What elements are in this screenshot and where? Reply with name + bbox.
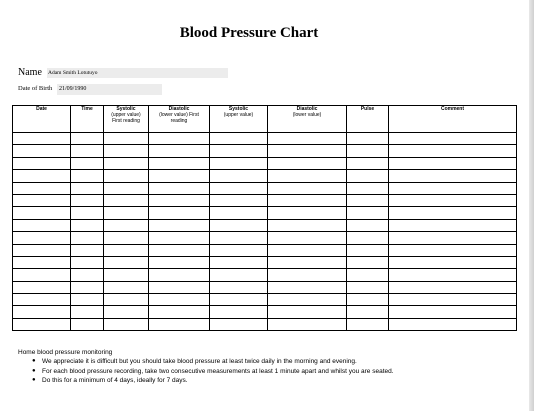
table-cell[interactable] [104, 207, 149, 219]
table-cell[interactable] [268, 281, 347, 293]
table-cell[interactable] [389, 244, 517, 256]
table-cell[interactable] [71, 157, 104, 169]
table-cell[interactable] [13, 170, 71, 182]
table-cell[interactable] [347, 194, 389, 206]
table-cell[interactable] [347, 133, 389, 145]
table-row [13, 294, 517, 306]
column-header-title: Time [81, 106, 93, 112]
table-cell[interactable] [104, 294, 149, 306]
table-row [13, 145, 517, 157]
table-cell[interactable] [149, 133, 210, 145]
table-cell[interactable] [149, 281, 210, 293]
table-cell[interactable] [210, 219, 268, 231]
table-cell[interactable] [13, 269, 71, 281]
table-cell[interactable] [347, 232, 389, 244]
table-cell[interactable] [104, 256, 149, 268]
table-cell[interactable] [268, 318, 347, 330]
table-cell[interactable] [149, 182, 210, 194]
table-cell[interactable] [104, 133, 149, 145]
table-cell[interactable] [71, 133, 104, 145]
table-row [13, 133, 517, 145]
bullet-icon: ● [32, 358, 36, 364]
table-cell[interactable] [149, 269, 210, 281]
column-header-title: Systolic [228, 106, 249, 112]
table-row [13, 256, 517, 268]
column-header-subtitle: (upper value) [223, 112, 254, 118]
table-cell[interactable] [71, 306, 104, 318]
table-cell[interactable] [149, 157, 210, 169]
table-cell[interactable] [149, 244, 210, 256]
column-header-title: Pulse [360, 106, 375, 112]
table-row [13, 306, 517, 318]
table-row [13, 194, 517, 206]
name-value: Adam Smith Lotutuyo [48, 70, 98, 76]
page-title: Blood Pressure Chart [179, 25, 319, 41]
table-cell[interactable] [71, 182, 104, 194]
table-cell[interactable] [13, 306, 71, 318]
table-cell[interactable] [149, 145, 210, 157]
table-cell[interactable] [71, 256, 104, 268]
date-of-birth-field[interactable] [57, 84, 162, 95]
column-header [149, 106, 210, 133]
column-header-title: Diastolic [296, 106, 318, 112]
table-cell[interactable] [389, 294, 517, 306]
table-cell[interactable] [149, 232, 210, 244]
column-header [389, 106, 517, 133]
table-cell[interactable] [104, 194, 149, 206]
table-cell[interactable] [389, 157, 517, 169]
table-cell[interactable] [347, 182, 389, 194]
table-cell[interactable] [268, 170, 347, 182]
table-cell[interactable] [104, 244, 149, 256]
table-cell[interactable] [210, 318, 268, 330]
table-cell[interactable] [347, 145, 389, 157]
table-cell[interactable] [210, 232, 268, 244]
table-cell[interactable] [210, 244, 268, 256]
table-cell[interactable] [104, 318, 149, 330]
table-row [13, 318, 517, 330]
column-header [104, 106, 149, 133]
table-cell[interactable] [149, 256, 210, 268]
table-row [13, 232, 517, 244]
column-header [71, 106, 104, 133]
table-cell[interactable] [13, 281, 71, 293]
table-cell[interactable] [347, 207, 389, 219]
table-cell[interactable] [71, 194, 104, 206]
table-row [13, 219, 517, 231]
column-header [210, 106, 268, 133]
table-row [13, 182, 517, 194]
window-frame-edge [529, 0, 534, 411]
table-cell[interactable] [104, 145, 149, 157]
table-cell[interactable] [389, 145, 517, 157]
column-header [347, 106, 389, 133]
table-cell[interactable] [71, 145, 104, 157]
table-cell[interactable] [347, 318, 389, 330]
table-row [13, 157, 517, 169]
bullet-icon: ● [32, 377, 36, 383]
table-cell[interactable] [13, 157, 71, 169]
bullet-icon: ● [32, 367, 36, 374]
table-cell[interactable] [268, 219, 347, 231]
column-header [13, 106, 71, 133]
table-cell[interactable] [389, 232, 517, 244]
column-header-subtitle: (upper value) First reading [111, 112, 141, 124]
table-cell[interactable] [210, 281, 268, 293]
table-cell[interactable] [71, 318, 104, 330]
table-cell[interactable] [210, 157, 268, 169]
column-header-title: Systolic [116, 106, 136, 112]
table-cell[interactable] [389, 170, 517, 182]
table-cell[interactable] [389, 182, 517, 194]
table-cell[interactable] [13, 256, 71, 268]
table-cell[interactable] [13, 244, 71, 256]
name-label: Name [18, 67, 42, 78]
table-cell[interactable] [149, 170, 210, 182]
table-cell[interactable] [13, 232, 71, 244]
table-cell[interactable] [104, 170, 149, 182]
table-cell[interactable] [13, 318, 71, 330]
notes-section [18, 348, 518, 386]
table-cell[interactable] [71, 244, 104, 256]
table-row [13, 170, 517, 182]
table-cell[interactable] [268, 269, 347, 281]
table-body [13, 133, 517, 331]
notes-bullet-text: Do this for a minimum of 4 days, ideally for 7 days. [42, 377, 188, 384]
table-cell[interactable] [149, 194, 210, 206]
table-cell[interactable] [268, 182, 347, 194]
table-row [13, 207, 517, 219]
table-cell[interactable] [389, 194, 517, 206]
name-field[interactable] [47, 68, 228, 78]
table-cell[interactable] [210, 170, 268, 182]
table-cell[interactable] [268, 145, 347, 157]
table-cell[interactable] [389, 207, 517, 219]
table-cell[interactable] [389, 256, 517, 268]
table-cell[interactable] [71, 207, 104, 219]
table-cell[interactable] [71, 170, 104, 182]
table-cell[interactable] [104, 232, 149, 244]
table-cell[interactable] [389, 318, 517, 330]
table-cell[interactable] [268, 306, 347, 318]
table-cell[interactable] [389, 133, 517, 145]
table-row [13, 281, 517, 293]
table-cell[interactable] [210, 306, 268, 318]
table-cell[interactable] [347, 256, 389, 268]
table-cell[interactable] [13, 145, 71, 157]
table-cell[interactable] [347, 170, 389, 182]
table-cell[interactable] [347, 281, 389, 293]
table-cell[interactable] [268, 232, 347, 244]
column-header-title: Date [36, 106, 47, 112]
table-cell[interactable] [347, 157, 389, 169]
table-cell[interactable] [389, 269, 517, 281]
table-cell[interactable] [347, 269, 389, 281]
notes-title: Home blood pressure monitoring [18, 349, 113, 356]
table-cell[interactable] [104, 281, 149, 293]
table-cell[interactable] [13, 219, 71, 231]
column-header-title: Comment [440, 106, 465, 112]
table-cell[interactable] [389, 281, 517, 293]
table-cell[interactable] [71, 232, 104, 244]
table-cell[interactable] [104, 269, 149, 281]
table-cell[interactable] [13, 182, 71, 194]
table-cell[interactable] [389, 219, 517, 231]
table-header-row [13, 106, 517, 133]
blood-pressure-table [12, 105, 517, 331]
table-cell[interactable] [268, 256, 347, 268]
table-cell[interactable] [389, 306, 517, 318]
table-cell[interactable] [210, 207, 268, 219]
notes-bullet-text: For each blood pressure recording, take two consecutive measurements at least 1 minute apart and whilst you are seated. [42, 367, 394, 375]
table-cell[interactable] [13, 194, 71, 206]
table-cell[interactable] [149, 306, 210, 318]
notes-bullet-item [32, 376, 518, 386]
table-cell[interactable] [13, 133, 71, 145]
table-cell[interactable] [149, 207, 210, 219]
table-cell[interactable] [347, 219, 389, 231]
notes-bullet-item [32, 357, 518, 367]
date-of-birth-label: Date of Birth [18, 85, 53, 92]
table-cell[interactable] [268, 194, 347, 206]
table-row [13, 269, 517, 281]
column-header-subtitle: (lower value) First reading [159, 112, 199, 124]
notes-bullet-text: We appreciate it is difficult but you should take blood pressure at least twice daily in the morning and evening. [42, 358, 357, 365]
table-cell[interactable] [13, 207, 71, 219]
table-cell[interactable] [268, 157, 347, 169]
table-row [13, 244, 517, 256]
table-cell[interactable] [210, 133, 268, 145]
table-cell[interactable] [149, 318, 210, 330]
table-cell[interactable] [210, 256, 268, 268]
table-cell[interactable] [71, 269, 104, 281]
table-cell[interactable] [149, 294, 210, 306]
table-cell[interactable] [71, 219, 104, 231]
date-of-birth-value: 21/09/1990 [59, 86, 87, 92]
table-cell[interactable] [71, 281, 104, 293]
column-header-title: Diastolic [168, 106, 190, 112]
table-cell[interactable] [149, 219, 210, 231]
table-cell[interactable] [104, 157, 149, 169]
table-cell[interactable] [347, 306, 389, 318]
table-cell[interactable] [268, 294, 347, 306]
table-cell[interactable] [210, 182, 268, 194]
column-header-subtitle: (lower value) [292, 112, 322, 118]
table-cell[interactable] [71, 294, 104, 306]
table-cell[interactable] [210, 294, 268, 306]
table-cell[interactable] [210, 269, 268, 281]
table-cell[interactable] [268, 244, 347, 256]
notes-bullet-item [32, 367, 518, 377]
table-cell[interactable] [268, 133, 347, 145]
table-cell[interactable] [13, 294, 71, 306]
column-header [268, 106, 347, 133]
table-cell[interactable] [210, 194, 268, 206]
table-cell[interactable] [104, 306, 149, 318]
table-cell[interactable] [210, 145, 268, 157]
table-cell[interactable] [347, 294, 389, 306]
table-cell[interactable] [104, 182, 149, 194]
table-cell[interactable] [347, 244, 389, 256]
table-cell[interactable] [268, 207, 347, 219]
table-cell[interactable] [104, 219, 149, 231]
notes-list [18, 357, 518, 386]
